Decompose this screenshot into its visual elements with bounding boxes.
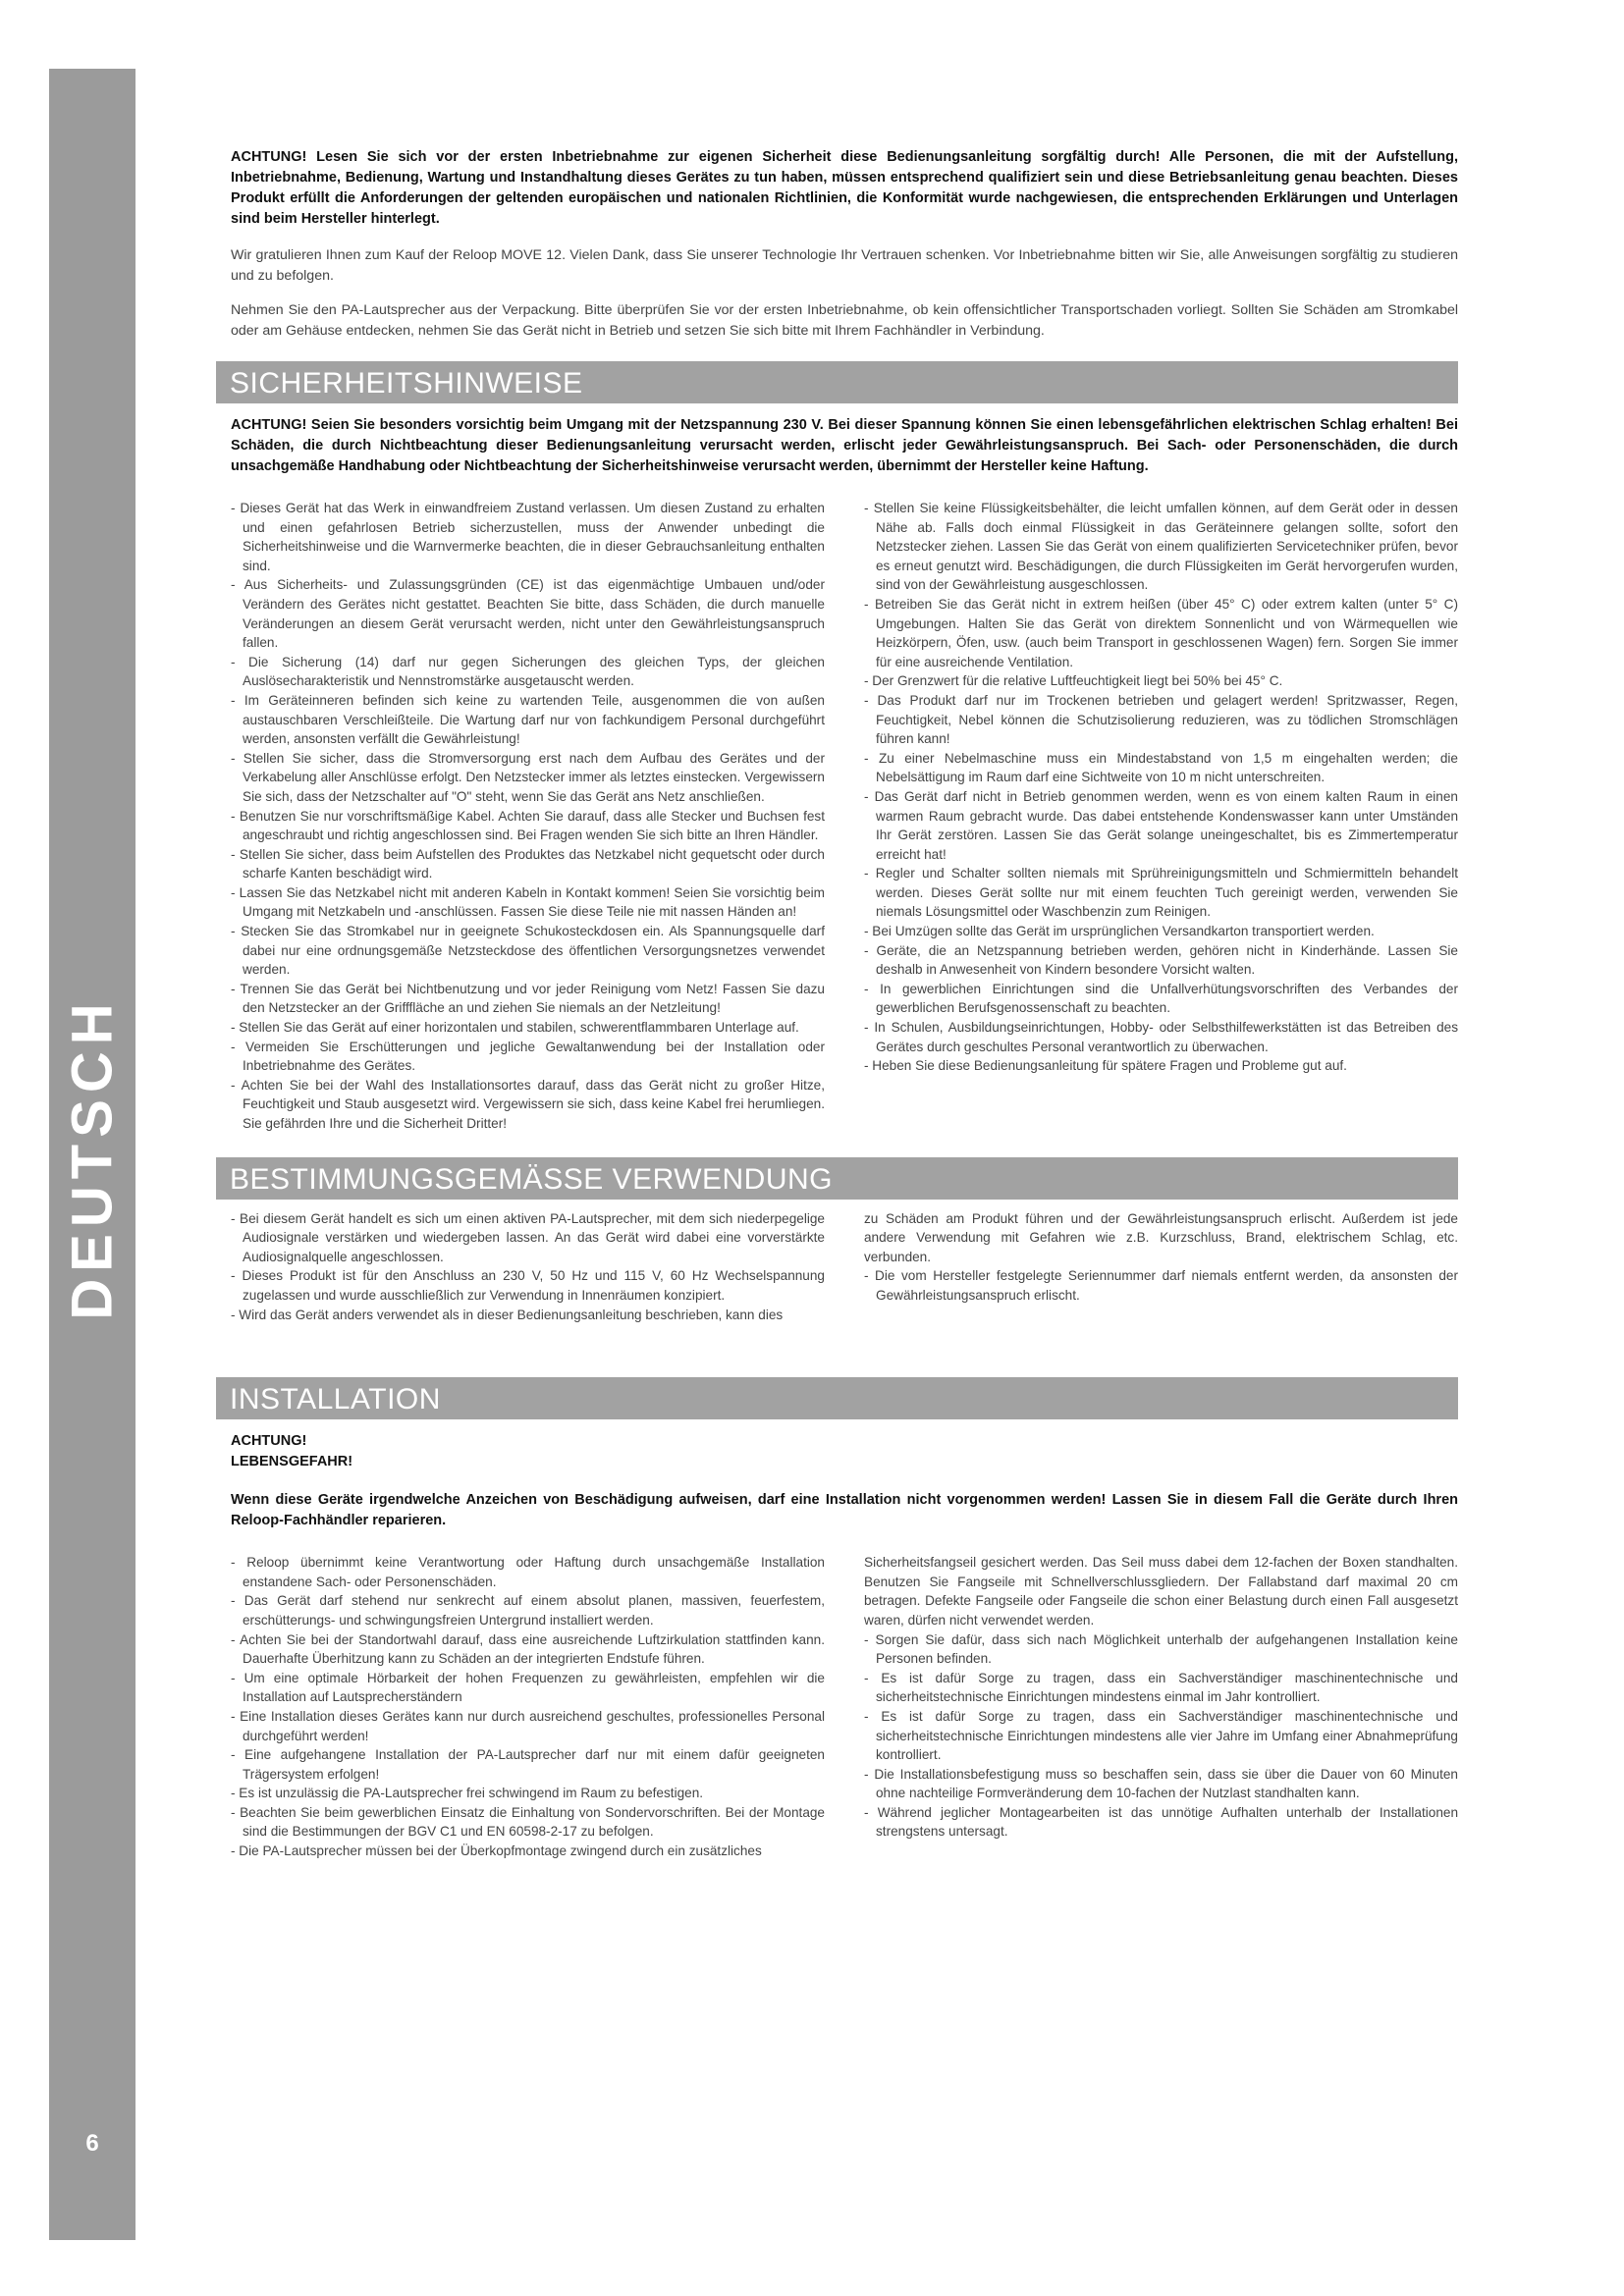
intro-warning: ACHTUNG! Lesen Sie sich vor der ersten Inbetriebnahme zur eigenen Sicherheit diese Bedienungsanleitung sorgfältig durch! Alle Personen, die mit der Aufstellung, Inbetriebnahme, Bedienung, Wartung und Instandhaltung dieses Gerätes zu tun haben, müssen entsprechend qualifiziert sein und diese Betriebsanleitung genau beachten. Dieses Produkt erfüllt die Anforderungen der geltenden europäischen und nationalen Richtlinien, die Konformität wurde nachgewiesen, die entsprechenden Erklärungen und Unterlagen sind beim Hersteller hinterlegt.: [231, 149, 1458, 227]
list-item: - Stellen Sie keine Flüssigkeitsbehälter, die leicht umfallen können, auf dem Gerät oder in dessen Nähe ab. Falls doch einmal Flüssigkeit in das Geräteinnere gelangen sollte, sofort den Netzstecker ziehen. Lassen Sie das Gerät von einem qualifizierten Servicetechniker prüfen, bevor es erneut genutzt wird. Beschädigungen, die durch Flüssigkeiten im Gerät hervorgerufen wurden, sind von der Gewährleistung ausgeschlossen.: [864, 501, 1458, 593]
list-item: Sicherheitsfangseil gesichert werden. Das Seil muss dabei dem 12-fachen der Boxen standhalten. Benutzen Sie Fangseile mit Schnellverschlussgliedern. Der Fallabstand darf maximal 20 cm betragen. Defekte Fangseile oder Fangseile die schon einer Belastung durch einen Fall ausgesetzt waren, dürfen nicht verwendet werden.: [864, 1555, 1458, 1628]
installation-warning-subtitle: LEBENSGEFAHR!: [231, 1454, 353, 1470]
list-item: - Eine aufgehangene Installation der PA-Lautsprecher darf nur mit einem dafür geeigneten Trägersystem erfolgen!: [231, 1747, 825, 1782]
list-item: - Wird das Gerät anders verwendet als in dieser Bedienungsanleitung beschrieben, kann dies: [231, 1307, 784, 1322]
installation-right-column: [864, 1553, 1458, 1861]
safety-warning: ACHTUNG! Seien Sie besonders vorsichtig beim Umgang mit der Netzspannung 230 V. Bei dieser Spannung können Sie einen lebensgefährlichen elektrischen Schlag erhalten! Bei Schäden, die durch Nichtbeachtung dieser Bedienungsanleitung verursacht werden, erlischt jeder Gewährleistungsanspruch. Bei Sach- oder Personenschäden, die durch unsachgemäße Handhabung oder Nichtbeachtung der Sicherheitshinweise verursacht werden, übernimmt der Hersteller keine Haftung.: [231, 417, 1458, 474]
language-text: DEUTSCH: [60, 996, 125, 1320]
intro-paragraph-2: Nehmen Sie den PA-Lautsprecher aus der Verpackung. Bitte überprüfen Sie vor der ersten Inbetriebnahme, ob kein offensichtlicher Transportschaden vorliegt. Sollten Sie Schäden am Stromkabel oder am Gehäuse entdecken, nehmen Sie das Gerät nicht in Betrieb und setzen Sie sich bitte mit Ihrem Fachhändler in Verbindung.: [231, 302, 1458, 339]
list-item: - Stellen Sie sicher, dass die Stromversorgung erst nach dem Aufbau des Gerätes und der Verkabelung aller Anschlüsse erfolgt. Den Netzstecker immer als letztes einstecken. Vergewissern Sie sich, dass der Netzschalter auf "O" steht, wenn Sie das Gerät ans Netz anschließen.: [231, 750, 825, 804]
page-content: [231, 147, 1458, 1861]
list-item: - Reloop übernimmt keine Verantwortung oder Haftung durch unsachgemäße Installation enstandene Sach- oder Personenschäden.: [231, 1555, 825, 1589]
installation-section-header: INSTALLATION: [216, 1377, 1458, 1419]
page-number: 6: [85, 2130, 99, 2157]
safety-right-column: [864, 499, 1458, 1134]
list-item: - Achten Sie bei der Wahl des Installationsortes darauf, dass das Gerät nicht zu großer Hitze, Feuchtigkeit und Staub ausgesetzt wird. Vergewissern sie sich, dass keine Kabel frei herumliegen. Sie gefährden Ihre und die Sicherheit Dritter!: [231, 1077, 825, 1131]
list-item: - Lassen Sie das Netzkabel nicht mit anderen Kabeln in Kontakt kommen! Seien Sie vorsichtig beim Umgang mit Netzkabeln und -anschlüssen. Fassen Sie diese Teile nie mit nassen Händen an!: [231, 884, 825, 920]
list-item: - Die Installationsbefestigung muss so beschaffen sein, dass sie über die Dauer von 60 Minuten ohne nachteilige Formveränderung dem 10-fachen der Nutzlast standhalten kann.: [864, 1766, 1458, 1801]
list-item: - Dieses Produkt ist für den Anschluss an 230 V, 50 Hz und 115 V, 60 Hz Wechselspannung zugelassen und wurde ausschließlich zur Verwendung in Innenräumen konzipiert.: [231, 1268, 825, 1303]
safety-columns: [231, 499, 1458, 1134]
list-item: - Heben Sie diese Bedienungsanleitung für spätere Fragen und Probleme gut auf.: [864, 1058, 1347, 1074]
list-item: zu Schäden am Produkt führen und der Gewährleistungsanspruch erlischt. Außerdem ist jede andere Verwendung mit Gefahren wie z.B. Kurzschluss, Brand, elektrischem Schlag, etc. verbunden.: [864, 1210, 1458, 1264]
list-item: - Betreiben Sie das Gerät nicht in extrem heißen (über 45° C) oder extrem kalten (unter 5° C) Umgebungen. Halten Sie das Gerät von direktem Sonnenlicht und von Wärmequellen wie Heizkörpern, Öfen, usw. (auch beim Transport in geschlossenen Wagen) fern. Sorgen Sie immer für eine ausreichende Ventilation.: [864, 596, 1458, 669]
list-item: - Das Gerät darf stehend nur senkrecht auf einem absolut planen, massiven, feuerfestem, erschütterungs- und schwingungsfreien Untergrund installiert werden.: [231, 1593, 825, 1628]
list-item: - In Schulen, Ausbildungseinrichtungen, Hobby- oder Selbsthilfewerkstätten ist das Betreiben des Gerätes durch geschultes Personal verantwortlich zu überwachen.: [864, 1020, 1458, 1054]
list-item: - Geräte, die an Netzspannung betrieben werden, gehören nicht in Kinderhände. Lassen Sie deshalb in Anwesenheit von Kindern besondere Vorsicht walten.: [864, 942, 1458, 978]
list-item: - Achten Sie bei der Standortwahl darauf, dass eine ausreichende Luftzirkulation stattfinden kann. Dauerhafte Überhitzung kann zu Schäden an der integrierten Endstufe führen.: [231, 1631, 825, 1667]
list-item: - Zu einer Nebelmaschine muss ein Mindestabstand von 1,5 m eingehalten werden; die Nebelsättigung im Raum darf eine Sichtweite von 10 m nicht unterschreiten.: [864, 750, 1458, 785]
language-label: [49, 991, 135, 1325]
list-item: - Trennen Sie das Gerät bei Nichtbenutzung und vor jeder Reinigung vom Netz! Fassen Sie dazu den Netzstecker an der Grifffläche an und ziehen Sie niemals an der Netzleitung!: [231, 981, 825, 1016]
list-item: - Bei diesem Gerät handelt es sich um einen aktiven PA-Lautsprecher, mit dem sich niederpegelige Audiosignale verstärken und wiedergeben lassen. An das Gerät wird dabei eine vorverstärkte Audiosignalquelle angeschlossen.: [231, 1210, 825, 1264]
list-item: - Die Sicherung (14) darf nur gegen Sicherungen des gleichen Typs, der gleichen Auslösecharakteristik und Nennstromstärke ausgetauscht werden.: [231, 654, 825, 689]
list-item: - Im Geräteinneren befinden sich keine zu wartenden Teile, ausgenommen die von außen austauschbaren Verschleißteile. Die Wartung darf nur von fachkundigem Personal durchgeführt werden, ansonsten verfällt die Gewährleistung!: [231, 692, 825, 747]
intro-paragraph-1: Wir gratulieren Ihnen zum Kauf der Reloop MOVE 12. Vielen Dank, dass Sie unserer Technologie Ihr Vertrauen schenken. Vor Inbetriebnahme bitten wir Sie, alle Anweisungen sorgfältig zu studieren und zu befolgen.: [231, 247, 1458, 284]
list-item: - Eine Installation dieses Gerätes kann nur durch ausreichend geschultes, professionelles Personal durchgeführt werden!: [231, 1708, 825, 1743]
list-item: - Es ist dafür Sorge zu tragen, dass ein Sachverständiger maschinentechnische und sicherheitstechnische Einrichtungen mindestens alle vier Jahre im Umfang einer Abnahmeprüfung kontrolliert.: [864, 1708, 1458, 1763]
list-item: - Der Grenzwert für die relative Luftfeuchtigkeit liegt bei 50% bei 45° C.: [864, 673, 1283, 689]
list-item: - Regler und Schalter sollten niemals mit Sprühreinigungsmitteln und Schmiermitteln behandelt werden. Dieses Gerät sollte nur mit einem feuchten Tuch gereinigt werden, verwenden Sie niemals Lösungsmittel oder Waschbenzin zum Reinigen.: [864, 866, 1458, 920]
intended-use-columns: [231, 1209, 1458, 1325]
safety-section-header: SICHERHEITSHINWEISE: [216, 361, 1458, 403]
list-item: - Stecken Sie das Stromkabel nur in geeignete Schukosteckdosen ein. Als Spannungsquelle darf dabei nur eine ordnungsgemäße Netzsteckdose des öffentlichen Versorgungsnetzes verwendet werden.: [231, 924, 825, 978]
list-item: - Aus Sicherheits- und Zulassungsgründen (CE) ist das eigenmächtige Umbauen und/oder Verändern des Gerätes nicht gestattet. Beachten Sie bitte, dass Schäden, die durch manuelle Veränderungen an diesem Gerät verursacht werden, nicht unter den Gewährleistungsanspruch fallen.: [231, 577, 825, 651]
list-item: - Vermeiden Sie Erschütterungen und jegliche Gewaltanwendung bei der Installation oder Inbetriebnahme des Gerätes.: [231, 1039, 825, 1074]
intended-use-right-column: [864, 1209, 1458, 1325]
list-item: - Stellen Sie das Gerät auf einer horizontalen und stabilen, schwerentflammbaren Unterlage auf.: [231, 1020, 799, 1036]
list-item: - Die PA-Lautsprecher müssen bei der Überkopfmontage zwingend durch ein zusätzliches: [231, 1843, 762, 1859]
list-item: - Während jeglicher Montagearbeiten ist das unnötige Aufhalten unterhalb der Installationen strengstens untersagt.: [864, 1804, 1458, 1840]
intended-use-section-header: BESTIMMUNGSGEMÄSSE VERWENDUNG: [216, 1157, 1458, 1200]
list-item: - Bei Umzügen sollte das Gerät im ursprünglichen Versandkarton transportiert werden.: [864, 924, 1375, 939]
list-item: - Stellen Sie sicher, dass beim Aufstellen des Produktes das Netzkabel nicht gequetscht oder durch scharfe Kanten beschädigt wird.: [231, 846, 825, 881]
list-item: - Sorgen Sie dafür, dass sich nach Möglichkeit unterhalb der aufgehangenen Installation keine Personen befinden.: [864, 1631, 1458, 1667]
list-item: - Das Gerät darf nicht in Betrieb genommen werden, wenn es von einem kalten Raum in einen warmen Raum gebracht wurde. Das dabei entstehende Kondenswasser kann unter Umständen Ihr Gerät zerstören. Lassen Sie das Gerät solange uneingeschaltet, bis es Zimmertemperatur erreicht hat!: [864, 788, 1458, 862]
installation-columns: [231, 1553, 1458, 1861]
safety-left-column: [231, 499, 825, 1134]
list-item: - Beachten Sie beim gewerblichen Einsatz die Einhaltung von Sondervorschriften. Bei der Montage sind die Bestimmungen der BGV C1 und EN 60598-2-17 zu befolgen.: [231, 1804, 825, 1840]
list-item: - Benutzen Sie nur vorschriftsmäßige Kabel. Achten Sie darauf, dass alle Stecker und Buchsen fest angeschraubt und richtig angeschlossen sind. Bei Fragen wenden Sie sich bitte an Ihren Händler.: [231, 808, 825, 843]
list-item: - Es ist unzulässig die PA-Lautsprecher frei schwingend im Raum zu befestigen.: [231, 1786, 704, 1801]
list-item: - Um eine optimale Hörbarkeit der hohen Frequenzen zu gewährleisten, empfehlen wir die Installation auf Lautsprecherständern: [231, 1670, 825, 1705]
intended-use-left-column: [231, 1209, 825, 1325]
installation-warning: Wenn diese Geräte irgendwelche Anzeichen von Beschädigung aufweisen, darf eine Installation nicht vorgenommen werden! Lassen Sie in diesem Fall die Geräte durch Ihren Reloop-Fachhändler reparieren.: [231, 1492, 1458, 1529]
list-item: - Dieses Gerät hat das Werk in einwandfreiem Zustand verlassen. Um diesen Zustand zu erhalten und einen gefahrlosen Betrieb sicherzustellen, muss der Anwender unbedingt die Sicherheitshinweise und die Warnvermerke beachten, die in dieser Gebrauchsanleitung enthalten sind.: [231, 501, 825, 573]
list-item: - Es ist dafür Sorge zu tragen, dass ein Sachverständiger maschinentechnische und sicherheitstechnische Einrichtungen mindestens einmal im Jahr kontrolliert.: [864, 1670, 1458, 1705]
list-item: - Das Produkt darf nur im Trockenen betrieben und gelagert werden! Spritzwasser, Regen, Feuchtigkeit, Nebel können die Schutzisolierung reduzieren, was zu tödlichen Stromschlägen führen kann!: [864, 692, 1458, 747]
list-item: - In gewerblichen Einrichtungen sind die Unfallverhütungsvorschriften des Verbandes der gewerblichen Berufsgenossenschaft zu beachten.: [864, 981, 1458, 1016]
list-item: - Die vom Hersteller festgelegte Seriennummer darf niemals entfernt werden, da ansonsten der Gewährleistungsanspruch erlischt.: [864, 1268, 1458, 1303]
installation-left-column: [231, 1553, 825, 1861]
installation-warning-title: ACHTUNG!: [231, 1433, 307, 1450]
